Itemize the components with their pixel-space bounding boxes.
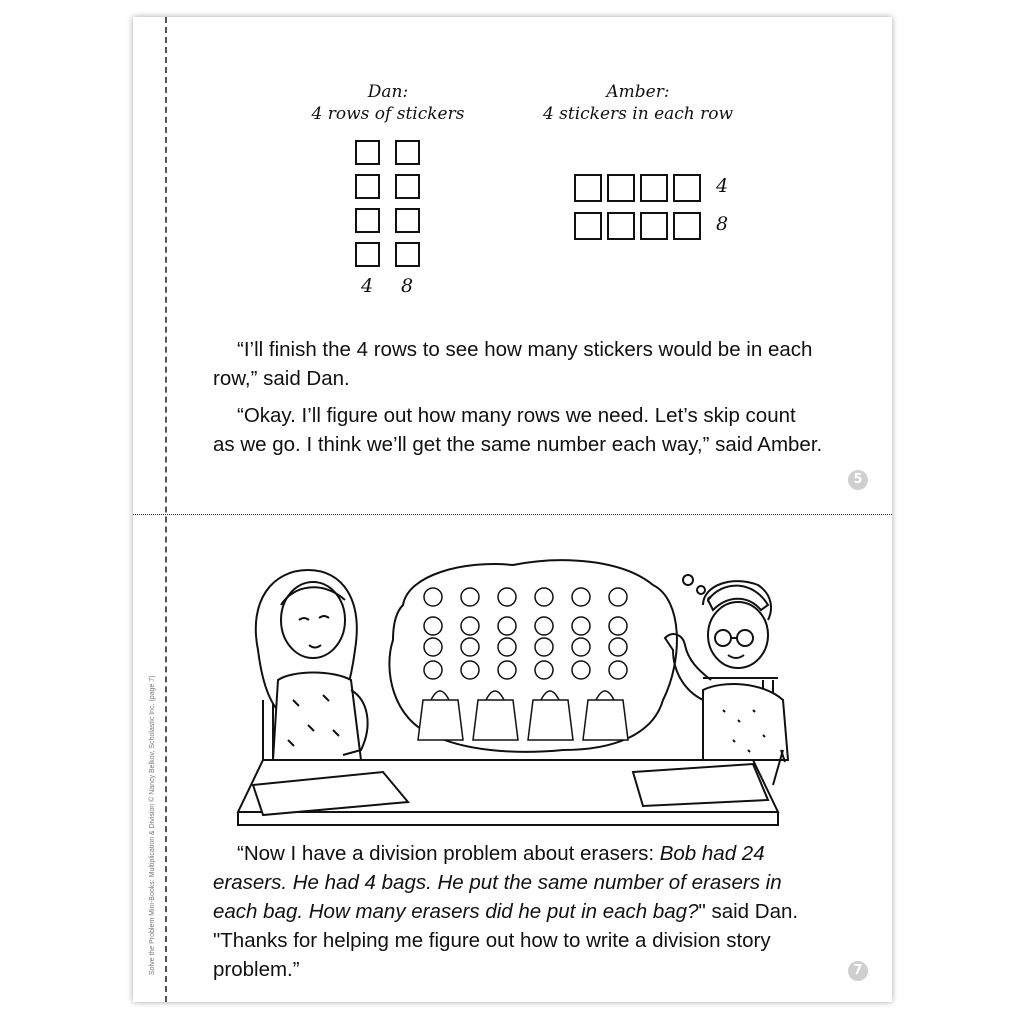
sticker-box <box>673 212 701 240</box>
amber-caption: 4 stickers in each row <box>542 104 734 124</box>
page-number-badge: 7 <box>848 961 868 981</box>
two-children-thinking-illustration <box>233 550 793 840</box>
eraser-paragraph-intro: “Now I have a division problem about erasers: <box>237 842 660 865</box>
dan-name: Dan: <box>367 82 409 102</box>
sticker-box <box>574 212 602 240</box>
horizontal-fold-line <box>133 514 892 515</box>
sticker-box <box>395 140 420 165</box>
amber-paragraph-text: “Okay. I’ll figure out how many rows we need. Let’s skip count as we go. I think we’ll get the same number each way,” said Amber. <box>213 404 823 456</box>
page-number-badge: 5 <box>848 470 868 490</box>
amber-row-number: 8 <box>716 213 729 235</box>
sticker-box <box>640 212 668 240</box>
sticker-box <box>355 140 380 165</box>
dan-column-number: 8 <box>401 275 414 297</box>
dan-paragraph <box>213 335 823 393</box>
sticker-box <box>355 174 380 199</box>
sticker-box <box>673 174 701 202</box>
sticker-box <box>355 242 380 267</box>
vertical-cut-line <box>165 17 167 1002</box>
sticker-box <box>355 208 380 233</box>
amber-row-number: 4 <box>716 175 729 197</box>
amber-label <box>533 81 743 125</box>
sticker-box <box>640 174 668 202</box>
sticker-box <box>607 174 635 202</box>
sticker-box <box>395 174 420 199</box>
amber-paragraph <box>213 401 823 459</box>
booklet-sheet <box>133 17 892 1002</box>
dan-caption: 4 rows of stickers <box>311 104 465 124</box>
dan-paragraph-text: “I’ll finish the 4 rows to see how many stickers would be in each row,” said Dan. <box>213 338 813 390</box>
eraser-paragraph <box>213 839 823 984</box>
sticker-box <box>395 242 420 267</box>
sticker-box <box>574 174 602 202</box>
sticker-box <box>395 208 420 233</box>
dan-column-number: 4 <box>361 275 374 297</box>
eraser-paragraph-outro: " said Dan. "Thanks for helping me figure out how to write a division story problem.” <box>213 900 799 981</box>
dan-label <box>303 81 473 125</box>
amber-name: Amber: <box>606 82 670 102</box>
side-credit: Solve the Problem Mini-Books: Multiplication & Division © Nancy Belkov, Scholastic Inc. (page 7) <box>149 675 156 975</box>
sticker-box <box>607 212 635 240</box>
eraser-paragraph-problem: Bob had 24 erasers. He had 4 bags. He put the same number of erasers in each bag. How many erasers did he put in each bag? <box>213 842 782 923</box>
